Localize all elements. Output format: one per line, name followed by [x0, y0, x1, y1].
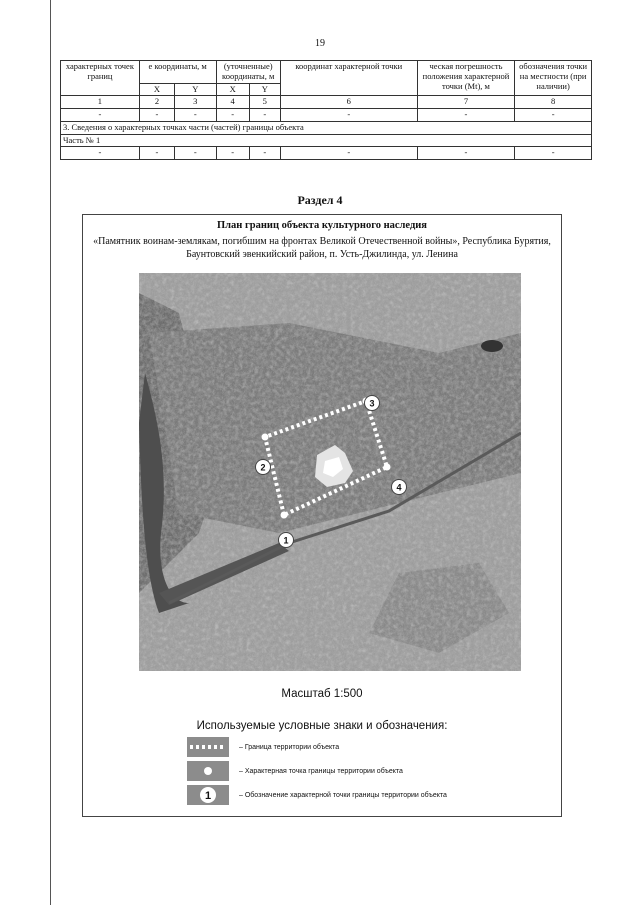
dash-cell: - — [216, 109, 249, 122]
dash-cell: - — [175, 147, 216, 160]
dash-cell: - — [61, 147, 140, 160]
column-number-row — [61, 96, 592, 109]
section3-row — [61, 121, 592, 134]
column-number: 8 — [515, 96, 592, 109]
point-marker-2 — [256, 460, 271, 475]
map-scale: Масштаб 1:500 — [281, 688, 363, 700]
column-number: 7 — [417, 96, 514, 109]
legend-text: – Обозначение характерной точки границы территории объекта — [239, 791, 447, 799]
column-number: 6 — [280, 96, 417, 109]
column-number: 3 — [175, 96, 216, 109]
legend-item-point — [187, 761, 403, 781]
column-number: 1 — [61, 96, 140, 109]
subheader-cell: X — [216, 83, 249, 96]
table-header-row — [61, 61, 592, 84]
part-row — [61, 134, 592, 147]
boundary-plan — [82, 214, 562, 817]
section-title: Раздел 4 — [297, 193, 343, 207]
dash-cell: - — [280, 147, 417, 160]
page-number: 19 — [315, 38, 325, 49]
dash-cell: - — [216, 147, 249, 160]
table-row — [61, 109, 592, 122]
point-marker-4 — [392, 480, 407, 495]
table-row — [61, 147, 592, 160]
point-marker-label: 3 — [369, 398, 375, 409]
plan-subtitle: «Памятник воинам-землякам, погибшим на фронтах Великой Отечественной войны», Республика Бурятия, Баунтовский эвенкийский район, п. Усть-Джилинда, ул. Ленина — [93, 236, 551, 260]
legend-text: – Характерная точка границы территории объекта — [239, 767, 403, 775]
boundary-point-2 — [262, 434, 269, 441]
page-margin-line — [50, 0, 51, 905]
dash-cell: - — [515, 109, 592, 122]
column-number: 5 — [249, 96, 280, 109]
plan-title: План границ объекта культурного наследия — [217, 220, 427, 231]
legend-number: 1 — [204, 790, 212, 802]
coordinates-table — [60, 60, 592, 160]
legend-boundary-symbol — [187, 737, 229, 757]
subheader-cell: Y — [249, 83, 280, 96]
legend-number-symbol — [187, 785, 229, 805]
dash-cell: - — [417, 109, 514, 122]
dash-cell: - — [249, 147, 280, 160]
dash-cell: - — [61, 109, 140, 122]
aerial-map — [139, 273, 521, 671]
point-marker-3 — [365, 396, 380, 411]
col-header: ческая погрешность положения характерной точки (Mt), м — [417, 61, 514, 96]
legend-title: Используемые условные знаки и обозначения: — [196, 720, 448, 732]
dash-cell: - — [280, 109, 417, 122]
legend-item-boundary — [187, 737, 339, 757]
section3-heading: 3. Сведения о характерных точках части (частей) границы объекта — [61, 121, 592, 134]
legend-item-point-label — [187, 785, 447, 805]
boundary-point-1 — [281, 512, 288, 519]
subheader-cell: X — [139, 83, 174, 96]
point-marker-label: 4 — [396, 482, 402, 493]
col-header: е координаты, м — [139, 61, 216, 84]
col-header: характерных точек границ — [61, 61, 140, 96]
legend-point-symbol — [187, 761, 229, 781]
dash-cell: - — [139, 109, 174, 122]
subheader-cell: Y — [175, 83, 216, 96]
column-number: 4 — [216, 96, 249, 109]
part-label: Часть № 1 — [61, 134, 592, 147]
point-marker-label: 1 — [283, 535, 289, 546]
dash-cell: - — [515, 147, 592, 160]
col-header: координат характерной точки — [280, 61, 417, 96]
dash-cell: - — [249, 109, 280, 122]
dash-cell: - — [175, 109, 216, 122]
legend-text: – Граница территории объекта — [239, 743, 340, 751]
point-marker-label: 2 — [260, 462, 266, 473]
column-number: 2 — [139, 96, 174, 109]
col-header: обозначения точки на местности (при наличии) — [515, 61, 592, 96]
boundary-point-4 — [384, 464, 391, 471]
point-marker-1 — [279, 533, 294, 548]
col-header: (уточненные) координаты, м — [216, 61, 280, 84]
dark-pond — [481, 340, 503, 352]
dash-cell: - — [417, 147, 514, 160]
dash-cell: - — [139, 147, 174, 160]
